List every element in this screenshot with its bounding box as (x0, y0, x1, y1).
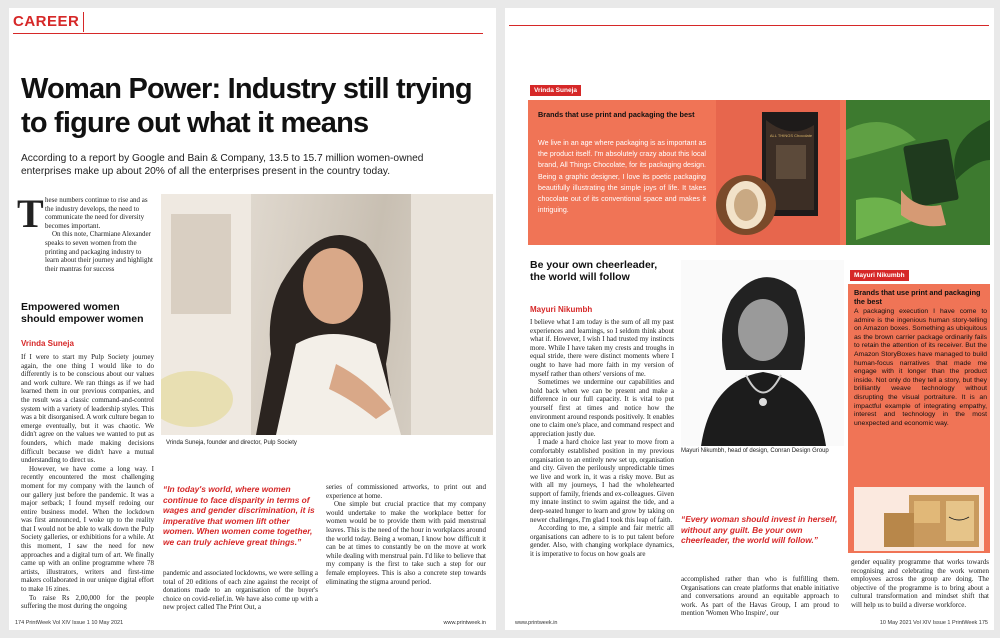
dek: According to a report by Google and Bain & Company, 13.5 to 15.7 million women-owned enterprises make up about 20% of all the enterprises present in the country today. (21, 153, 424, 177)
box-label: ALL THINGS Chocolate (769, 133, 813, 138)
vrinda-photo (161, 194, 493, 435)
left-footer: 174 PrintWeek Vol XIV Issue 1 10 May 2021 (15, 620, 124, 626)
hands-photo (846, 100, 990, 245)
byline: Vrinda Suneja (21, 339, 74, 348)
top-rule (509, 25, 989, 26)
pull-quote: “In today's world, where women continue to face disparity in terms of wages and gender discrimination, it is imperative that women lift other women. When women come together, we can truly achieve great things.” (163, 484, 315, 547)
mayuri-quote: “Every woman should invest in herself, without any guilt. Be your own cheerleader, the world will follow.” (681, 514, 838, 545)
amazon-boxes-photo (854, 487, 984, 551)
mayuri-headline: Be your own cheerleader, the world will follow (530, 259, 658, 283)
mayuri-caption: Mayuri Nikumbh, head of design, Conran Design Group (681, 448, 829, 454)
brand-box-1 (528, 100, 990, 245)
brand-box-1-text: We live in an age where packaging is as important as the product itself. I'm absolutely crazy about this local brand, All Things Chocolate, for its packaging design. Being a graphic designer, I love its poetic packaging beautifully illustrating the simple joys of life. It takes chocolate out of its conventional space and makes it intriguing. (538, 139, 706, 215)
left-footer-url: www.printweek.in (443, 620, 486, 626)
brand-box-2-text: A packaging execution I have come to admire is the ingenious human story-telling on Amazon boxes. Something as ubiquitous as the brown carrier package ordinarily fails to retain the attention of its receiver. But the Amazon StoryBoxes have managed to build human-focus narratives that made me engage with it longer than the product inside. Not only do they tell a story, but they brilliantly weave technology without disrupting the visual portraiture. It is an impactful example of integrating empathy, interest and technology in the most unexpected and economic way. (854, 308, 987, 427)
section-rule (13, 33, 483, 34)
intro-paragraph: hese numbers continue to rise and as the industry develops, the need to communicate the need for diversity becomes important. On this note, Charmiane Alexander speaks to seven women from the printing and packaging industry to learn about their journey and highlight their mantras for success (45, 196, 153, 273)
drop-cap: T (17, 191, 44, 236)
intro-column (17, 191, 154, 273)
mayuri-byline: Mayuri Nikumbh (530, 305, 593, 314)
photo-caption: Vrinda Suneja, founder and director, Pulp Society (166, 440, 297, 446)
headline: Woman Power: Industry still trying to figure out what it means (21, 73, 472, 139)
column-2: pandemic and associated lockdowns, we were selling a total of 20 editions of each zine against the receipt of donations made to an organisation of the buyer's choice on covid-relief.in. We have also come up with a new project called The Print Out, a (163, 569, 318, 612)
left-page (9, 8, 496, 630)
mayuri-column-2: accomplished rather than who is fulfilling them. Organisations can create platforms that enable initiative and conversations around an equitable approach to work. As part of the Havas Group, I am proud to mention 'Women Who Inspire', our (681, 575, 839, 618)
column-4: gender equality programme that works towards recognising and celebrating the work women employees across the group are doing. The objective of the programme is to bring about a cultural transformation and mindset shift that will help us to build a diverse workforce. (851, 558, 989, 609)
right-page (505, 8, 994, 630)
column-1: If I were to start my Pulp Society journey again, the one thing I would like to do differently is to be conscious about our values and work culture. We ran things as if we had learned them in our previous companies, and the result was a classic command-and-control system with a variety of leadership styles. This was a bit disorganised. A work culture began to emerge eventually, but it was chaotic. We didn't agree on the values we wanted to put as founders, which made making decisions difficult because we didn't have a mutual understanding to direct us. However, we have come a long way. I recently encountered the most challenging moment for my company with the launch of our gallery just before the pandemic. It was a major setback; I found myself redoing our entire business model. When the lockdown was first announced, I woke up to the reality that I would not be able to walk down the Pulp Society galleries, or exhibitions for a while. At this moment, I saw the need for new approaches and a digital turn of art. We finally came up with an online programme where 78 artists, illustrators, writers and first-time makers collaborated in our unique digital effort to make 16 zines. To raise Rs 2,00,000 for the people suffering the most during the ongoing (21, 353, 154, 611)
column-3: series of commissioned artworks, to print out and experience at home. One simple but crucial practice that my company would undertake to make the workplace better for women would be to provide them with paid menstrual leaves. This is the need of the hour in workplaces around the world today. Being a woman, I know how difficult it can be at times to constantly be on the move at work while dealing with menstrual pain. I'd like to believe that my company is the first to take such a step for our female employees. This is also a concrete step towards eliminating the stigma around period. (326, 483, 486, 586)
mayuri-photo (681, 260, 844, 446)
brand-box-2-title: Brands that use print and packaging the best (854, 288, 981, 306)
brand-box-2 (848, 284, 990, 553)
mayuri-column-1: I believe what I am today is the sum of all my past experiences and learnings, so I seldom think about what if. However, I wish I had trusted my instincts more. While I have taken my crests and troughs in equal stride, there were distinct moments where I ought to have had more faith in my version of myself rather than others' versions of me. Sometimes we undermine our capabilities and hold back when we can be present and make a difference in our full capacity. It is vital to put yourself first at times and notice how the environment around responds positively. It enables one to claim one's place, and command respect and appreciation justly due. I made a hard choice last year to move from a comfortably established position in my previous organisation to an entirely new set up, organisation and city. Given the perilously unpredictable times we live and work in, it was a risky move. But as with all my journeys, I had the wholehearted support of family, friends and ex-colleagues. Given my innate instinct to swim against the tide, and a deep-seated hunger to learn and grow by taking on newer challenges, I'm glad I took this leap of faith. According to me, a simple and fair metric all organisations can adhere to is to put talent before gender. Also, with changing workplace dynamics, it is imperative to focus on how goals are (530, 318, 674, 559)
right-footer: 10 May 2021 Vol XIV Issue 1 PrintWeek 175 (879, 620, 988, 626)
right-footer-url: www.printweek.in (515, 620, 558, 626)
sub-headline: Empowered women should empower women (21, 301, 144, 325)
tag-vrinda: Vrinda Suneja (530, 85, 581, 96)
tag-mayuri: Mayuri Nikumbh (850, 270, 909, 281)
brand-box-1-title: Brands that use print and packaging the best (538, 110, 695, 119)
section-label: CAREER (13, 12, 84, 32)
chocolate-photo (716, 100, 840, 245)
